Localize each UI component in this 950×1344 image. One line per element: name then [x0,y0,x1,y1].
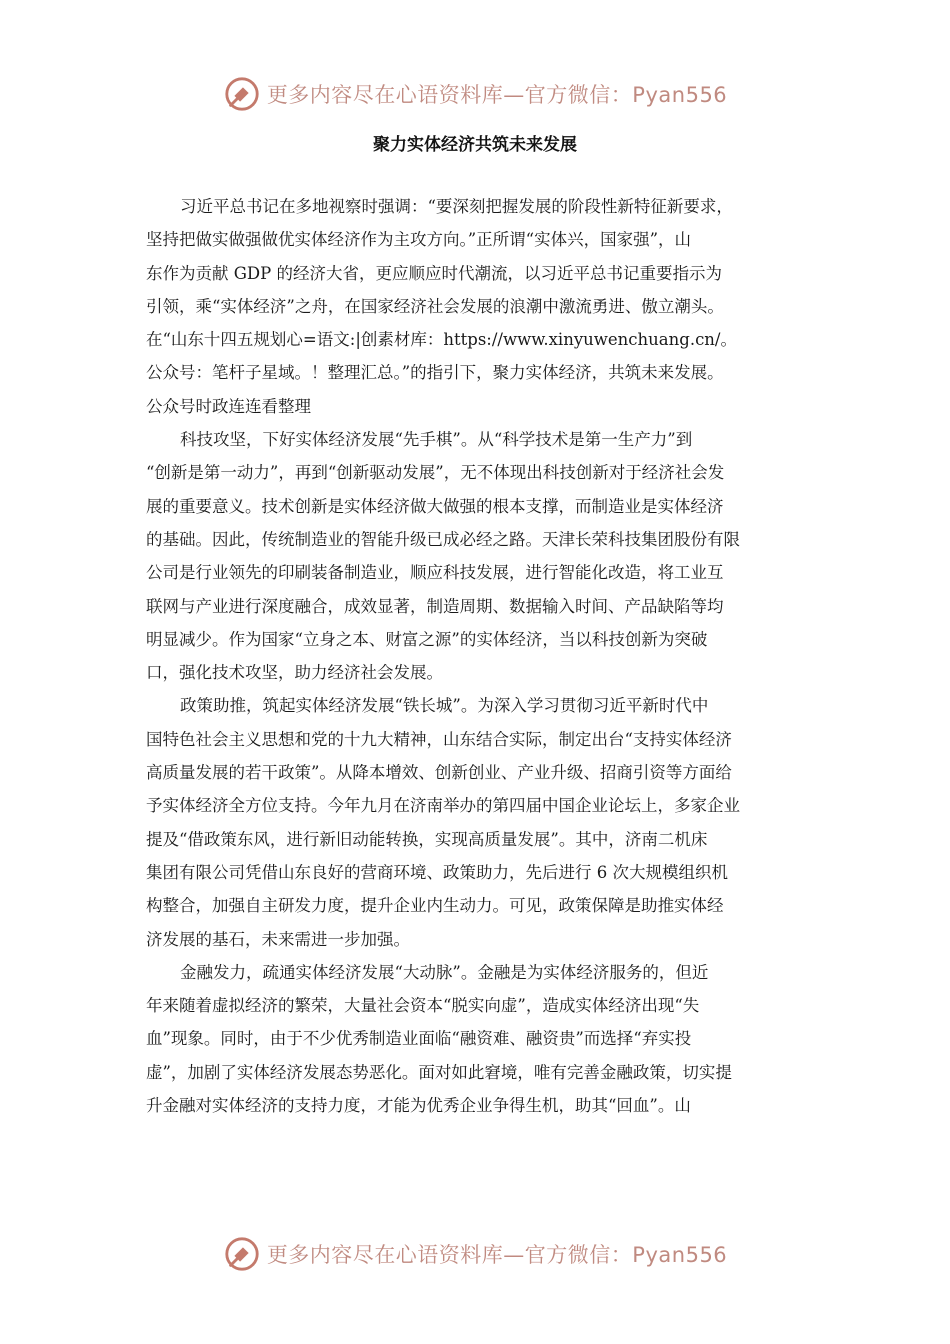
text-line: 集团有限公司凭借山东良好的营商环境、政策助力，先后进行 6 次大规模组织机 [146,862,728,882]
text-line: 口，强化技术攻坚，助力经济社会发展。 [146,663,443,683]
text-line: 公司是行业领先的印刷装备制造业，顺应科技发展，进行智能化改造，将工业互 [146,563,724,583]
header-banner [0,72,950,116]
text-line: 公众号时政连连看整理 [146,396,311,416]
text-line: 的基础。因此，传统制造业的智能升级已成必经之路。天津长荣科技集团股份有限 [146,529,740,549]
text-line: 予实体经济全方位支持。今年九月在济南举办的第四届中国企业论坛上，多家企业 [146,796,740,816]
text-line: 公众号：笔杆子星域。！整理汇总。”的指引下，聚力实体经济，共筑未来发展。 [146,363,724,383]
page-title: 聚力实体经济共筑未来发展 [373,135,577,155]
text-line: 联网与产业进行深度融合，成效显著，制造周期、数据输入时间、产品缺陷等均 [146,596,724,616]
text-line: 明显减少。作为国家“立身之本、财富之源”的实体经济，当以科技创新为突破 [146,629,708,649]
text-line: 金融发力，疏通实体经济发展“大动脉”。金融是为实体经济服务的，但近 [180,962,709,982]
text-line: 济发展的基石，未来需进一步加强。 [146,929,410,949]
banner-logo-icon [223,1235,261,1273]
text-line: 构整合，加强自主研发力度，提升企业内生动力。可见，政策保障是助推实体经 [146,896,724,916]
text-line: 展的重要意义。技术创新是实体经济做大做强的根本支撑，而制造业是实体经济 [146,496,724,516]
text-line: 血”现象。同时，由于不少优秀制造业面临“融资难、融资贵”而选择“弃实投 [146,1029,692,1049]
text-line: 政策助推，筑起实体经济发展“铁长城”。为深入学习贯彻习近平新时代中 [180,696,709,716]
document-body [146,190,836,1122]
text-line: 年来随着虚拟经济的繁荣，大量社会资本“脱实向虚”，造成实体经济出现“失 [146,996,700,1016]
text-line: “创新是第一动力”，再到“创新驱动发展”，无不体现出科技创新对于经济社会发 [146,463,725,483]
text-line: 坚持把做实做强做优实体经济作为主攻方向。”正所谓“实体兴，国家强”，山 [146,230,692,250]
text-line: 高质量发展的若干政策”。从降本增效、创新创业、产业升级、招商引资等方面给 [146,763,732,783]
text-line: 提及“借政策东风，进行新旧动能转换，实现高质量发展”。其中，济南二机床 [146,829,708,849]
text-line: 引领，乘“实体经济”之舟，在国家经济社会发展的浪潮中激流勇进、傲立潮头。 [146,296,724,316]
text-line: 在“山东十四五规划心=语文:|创素材库：https://www.xinyuwenchuang.cn/。 [146,330,737,350]
banner-text: 更多内容尽在心语资料库—官方微信：Pyan556 [266,83,728,107]
text-line: 升金融对实体经济的支持力度，才能为优秀企业争得生机，助其“回血”。山 [146,1096,691,1116]
text-line: 虚”，加剧了实体经济发展态势恶化。面对如此窘境，唯有完善金融政策，切实提 [146,1062,732,1082]
text-line: 科技攻坚，下好实体经济发展“先手棋”。从“科学技术是第一生产力”到 [180,430,693,450]
banner-logo-icon [223,75,261,113]
footer-banner [0,1232,950,1276]
banner-text: 更多内容尽在心语资料库—官方微信：Pyan556 [266,1243,728,1267]
text-line: 习近平总书记在多地视察时强调：“要深刻把握发展的阶段性新特征新要求， [180,197,733,216]
text-line: 国特色社会主义思想和党的十九大精神，山东结合实际，制定出台“支持实体经济 [146,729,732,749]
text-line: 东作为贡献 GDP 的经济大省，更应顺应时代潮流，以习近平总书记重要指示为 [146,263,723,283]
